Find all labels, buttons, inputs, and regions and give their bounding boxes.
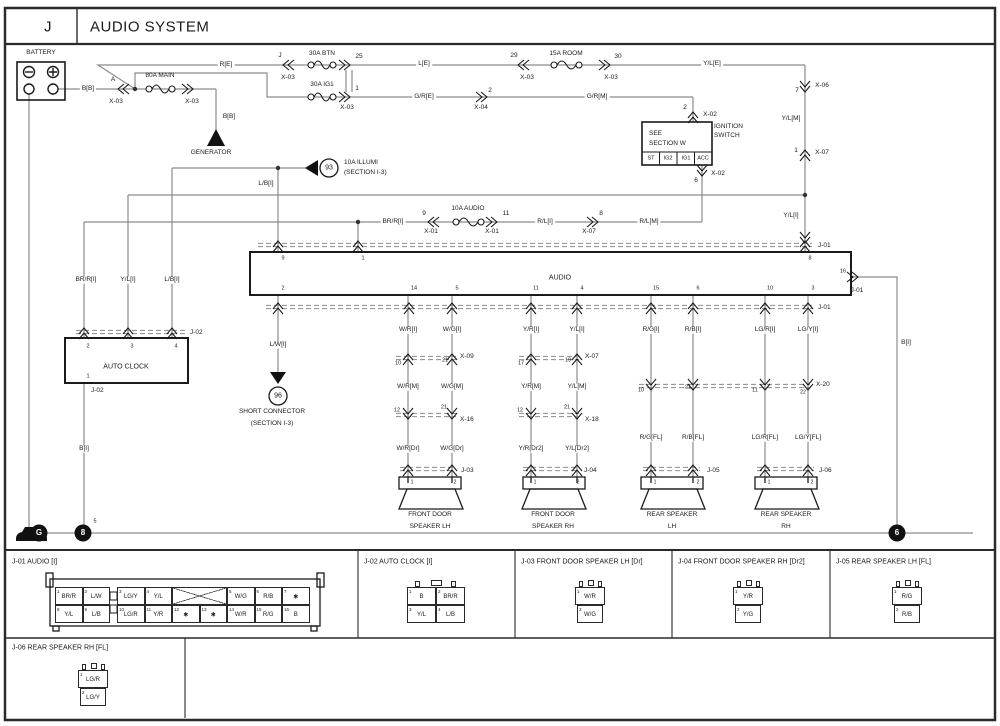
- connector-tab: [896, 581, 900, 587]
- label-21: 21: [563, 404, 571, 411]
- label-1: 1: [355, 84, 359, 92]
- label-96: 96: [274, 392, 282, 400]
- j01-pin-cell: [83, 605, 111, 623]
- label-x-04: X-04: [474, 103, 488, 111]
- pin-number: 1: [735, 588, 738, 594]
- connector-tab: [756, 581, 760, 587]
- connector-tab: [737, 581, 741, 587]
- label-x-16: X-16: [460, 415, 474, 423]
- label-b-i: B[I]: [901, 338, 911, 346]
- pin-number: 2: [84, 588, 88, 594]
- label-11: 11: [533, 285, 539, 292]
- label-see: SEE: [649, 129, 663, 137]
- label-lg-r-i: LG/R[I]: [754, 325, 776, 333]
- label-21: 21: [441, 357, 449, 364]
- label-j-03: J-03: [461, 466, 474, 474]
- label-g-r-m: G/R[M]: [586, 92, 608, 100]
- wire-color: R/G: [262, 611, 274, 618]
- connector-tab: [905, 580, 911, 586]
- label-y-l-e: Y/L[E]: [703, 59, 721, 67]
- wire-color: W/R: [234, 611, 247, 618]
- label-5: 5: [93, 518, 97, 525]
- wire-color: BR/R: [61, 593, 76, 600]
- label-j-01: J-01: [850, 286, 864, 294]
- j-03-pin-cell: [577, 605, 603, 623]
- label-y-l-i: Y/L[I]: [120, 275, 136, 283]
- connector-tab: [451, 581, 456, 587]
- label-15a-room: 15A ROOM: [549, 49, 583, 57]
- label-7: 7: [795, 86, 799, 94]
- connector-tab: [588, 580, 594, 586]
- wire-color: ✱: [293, 594, 299, 601]
- label-y-l-m: Y/L[M]: [781, 114, 801, 122]
- label-l-w-i: L/W[I]: [269, 340, 287, 348]
- label-3: 3: [130, 343, 134, 350]
- wire-color: W/G: [234, 593, 247, 600]
- wire-color: Y/R: [742, 593, 753, 600]
- wire-color: W/R: [584, 593, 596, 600]
- label-lg-r-fl: LG/R[FL]: [751, 433, 779, 441]
- wire-color: Y/L: [416, 611, 426, 618]
- connector-tab: [91, 663, 97, 669]
- label-2: 2: [683, 103, 687, 111]
- pin-number: 6: [256, 588, 260, 594]
- label-generator: GENERATOR: [190, 148, 232, 156]
- label-1: 1: [767, 479, 771, 486]
- wire-color: ✱: [183, 612, 189, 619]
- label-j-06: J-06: [819, 466, 832, 474]
- j-06-pin-cell: [78, 670, 108, 688]
- pin-number: 7: [284, 588, 287, 594]
- j-04-pin-cell: [733, 587, 763, 605]
- pin-number: 1: [80, 671, 83, 677]
- pin-number: 8: [57, 606, 60, 612]
- wire-color: R/B: [263, 593, 274, 600]
- label-rear-speaker: REAR SPEAKER: [760, 510, 812, 518]
- label-x-02: X-02: [711, 169, 725, 177]
- wire-color: R/G: [901, 593, 913, 600]
- label-j-02: J-02: [190, 328, 203, 336]
- label-2: 2: [576, 479, 580, 486]
- label-2: 2: [696, 479, 700, 486]
- wire-color: B: [293, 611, 298, 618]
- label-front-door: FRONT DOOR: [531, 510, 575, 518]
- j-06-pin-cell: [80, 688, 106, 706]
- label-switch: SWITCH: [714, 131, 740, 139]
- wire-color: Y/G: [742, 611, 754, 618]
- label-st: ST: [647, 155, 655, 162]
- label-4: 4: [174, 343, 178, 350]
- label-auto-clock: AUTO CLOCK: [103, 363, 149, 371]
- label-8: 8: [599, 209, 603, 217]
- label-b-b: B[B]: [81, 84, 95, 92]
- page-title: AUDIO SYSTEM: [90, 18, 210, 36]
- wire-color: L/W: [90, 593, 102, 600]
- pin-number: 2: [438, 588, 441, 594]
- pin-number: 11: [146, 606, 152, 612]
- label-r-e: R[E]: [219, 60, 233, 68]
- label-2: 2: [86, 343, 90, 350]
- wire-color: L/B: [445, 611, 455, 618]
- label-1: 1: [410, 479, 414, 486]
- label-section-w: SECTION W: [649, 139, 686, 147]
- label-y-l-m: Y/L[M]: [567, 382, 587, 390]
- label-2: 2: [453, 479, 457, 486]
- wire-color: ✱: [210, 612, 216, 619]
- pin-number: 2: [737, 606, 740, 612]
- label-y-r-i: Y/R[I]: [522, 325, 540, 333]
- pin-number: 15: [256, 606, 262, 612]
- label-12: 12: [516, 407, 524, 414]
- wire-color: LG/Y: [123, 593, 138, 600]
- connector-tab: [746, 580, 752, 586]
- label-section-i-3: (SECTION I-3): [250, 419, 294, 427]
- label-w-r-m: W/R[M]: [397, 382, 419, 390]
- label-j-03-front-door-speaker-lh-dr: J-03 FRONT DOOR SPEAKER LH [Dr]: [521, 558, 643, 566]
- label-w-g-m: W/G[M]: [440, 382, 464, 390]
- wire-color: L/B: [91, 611, 101, 618]
- wire-color: R/B: [901, 611, 912, 618]
- pin-number: 1: [57, 588, 60, 594]
- label-y-l-dr2: Y/L[Dr2]: [565, 444, 589, 452]
- pin-number: 13: [201, 606, 207, 612]
- label-x-03: X-03: [109, 97, 123, 105]
- label-2: 2: [281, 285, 285, 292]
- wire-color: LG/Y: [86, 694, 100, 701]
- pin-number: 2: [82, 689, 85, 695]
- label-14: 14: [410, 285, 418, 292]
- label-x-03: X-03: [281, 73, 295, 81]
- wire-color: W/G: [584, 611, 596, 618]
- j01-pin-cell: [255, 587, 283, 605]
- label-10: 10: [766, 285, 774, 292]
- j-02-pin-cell: [407, 587, 436, 605]
- j-02-pin-cell: [436, 587, 465, 605]
- label-w-r-dr: W/R[Dr]: [396, 444, 420, 452]
- connector-tab: [431, 580, 442, 586]
- label-j: J: [278, 51, 282, 59]
- label-battery: BATTERY: [26, 48, 56, 56]
- connector-tab: [598, 581, 602, 587]
- label-r-b-fl: R/B[FL]: [681, 433, 705, 441]
- label-29: 29: [510, 51, 518, 59]
- pin-number: 2: [896, 606, 899, 612]
- wire-color: LG/R: [123, 611, 138, 618]
- label-l-e: L[E]: [418, 59, 430, 67]
- label-1: 1: [86, 373, 90, 380]
- label-11: 11: [752, 387, 758, 394]
- label-lg-y-fl: LG/Y[FL]: [794, 433, 822, 441]
- wire-color: LG/R: [85, 676, 100, 683]
- j-02-pin-cell: [436, 605, 465, 623]
- label-15: 15: [652, 285, 660, 292]
- j-04-pin-cell: [735, 605, 761, 623]
- label-j-01: J-01: [818, 241, 831, 249]
- label-a: A: [110, 75, 116, 83]
- label-80a-main: 80A MAIN: [145, 71, 175, 79]
- label-5: 5: [455, 285, 459, 292]
- label-1: 1: [361, 255, 365, 262]
- label-6: 6: [894, 528, 900, 537]
- label-1: 1: [533, 479, 537, 486]
- label-ig2: IG2: [663, 155, 673, 162]
- connector-tab: [101, 664, 105, 670]
- label-x-07: X-07: [585, 352, 599, 360]
- label-11: 11: [502, 209, 510, 217]
- label-rh: RH: [781, 522, 791, 530]
- label-rear-speaker: REAR SPEAKER: [646, 510, 698, 518]
- label-b-i: B[I]: [79, 444, 89, 452]
- label-10a-illumi: 10A ILLUMI: [344, 158, 378, 166]
- label-2: 2: [488, 86, 492, 94]
- label-short-connector: SHORT CONNECTOR: [238, 407, 306, 415]
- label-br-r-i: BR/R[I]: [75, 275, 97, 283]
- pin-number: 1: [577, 588, 580, 594]
- connector-tab: [415, 581, 420, 587]
- label-9: 9: [281, 255, 285, 262]
- label-lh: LH: [667, 522, 677, 530]
- connector-tab: [579, 581, 583, 587]
- label-g: G: [35, 528, 43, 537]
- label-w-g-dr: W/G[Dr]: [440, 444, 464, 452]
- label-ignition: IGNITION: [714, 122, 743, 130]
- j01-pin-cell: [55, 587, 83, 605]
- label-9: 9: [422, 209, 426, 217]
- j-05-pin-cell: [894, 605, 920, 623]
- label-8: 8: [808, 255, 812, 262]
- label-30a-btn: 30A BTN: [308, 49, 336, 57]
- pin-number: 3: [409, 606, 412, 612]
- label-30: 30: [614, 52, 622, 60]
- j01-pin-cell: [227, 605, 255, 623]
- label-3: 3: [811, 285, 815, 292]
- label-x-01: X-01: [485, 227, 499, 235]
- label-j-05-rear-speaker-lh-fl: J-05 REAR SPEAKER LH [FL]: [836, 558, 931, 566]
- pin-number: 4: [146, 588, 150, 594]
- label-r-g-i: R/G[I]: [642, 325, 660, 333]
- j01-pin-cell: [282, 605, 310, 623]
- label-x-03: X-03: [604, 73, 618, 81]
- label-x-09: X-09: [460, 352, 474, 360]
- label-x-03: X-03: [185, 97, 199, 105]
- label-j-04-front-door-speaker-rh-dr2: J-04 FRONT DOOR SPEAKER RH [Dr2]: [678, 558, 805, 566]
- label-6: 6: [694, 176, 698, 184]
- label-ig1: IG1: [681, 155, 691, 162]
- label-j-02-auto-clock-i: J-02 AUTO CLOCK [I]: [364, 558, 433, 566]
- label-r-l-m: R/L[M]: [639, 217, 659, 225]
- label-j-01-audio-i: J-01 AUDIO [I]: [12, 558, 58, 566]
- label-section-i-3: (SECTION I-3): [344, 168, 387, 176]
- j01-pin-cell: [83, 587, 111, 605]
- label-21: 21: [440, 404, 448, 411]
- label-j-02: J-02: [91, 386, 104, 394]
- label-x-18: X-18: [585, 415, 599, 423]
- label-w-r-i: W/R[I]: [398, 325, 418, 333]
- label-br-r-i: BR/R[I]: [382, 217, 404, 225]
- pin-number: 1: [894, 588, 897, 594]
- j-03-pin-cell: [575, 587, 605, 605]
- label-l-b-i: L/B[I]: [258, 179, 274, 187]
- label-acc: ACC: [697, 155, 709, 162]
- label-audio: AUDIO: [548, 274, 572, 282]
- connector-tab: [915, 581, 919, 587]
- pin-number: 16: [284, 606, 290, 612]
- label-l-b-i: L/B[I]: [164, 275, 180, 283]
- j-05-pin-cell: [892, 587, 922, 605]
- label-x-02: X-02: [703, 110, 717, 118]
- j01-pin-cell: [117, 605, 145, 623]
- label-6: 6: [696, 285, 700, 292]
- label-x-01: X-01: [424, 227, 438, 235]
- label-2: 2: [810, 479, 814, 486]
- label-10a-audio: 10A AUDIO: [451, 204, 485, 212]
- label-r-g-fl: R/G[FL]: [639, 433, 663, 441]
- j01-pin-cell: [227, 587, 255, 605]
- wire-color: Y/R: [153, 611, 164, 618]
- pin-number: 12: [174, 606, 180, 612]
- label-x-07: X-07: [815, 148, 829, 156]
- j01-blocked-cell: [172, 587, 227, 605]
- label-8: 8: [80, 528, 86, 537]
- label-10: 10: [394, 360, 402, 367]
- label-r-b-i: R/B[I]: [684, 325, 702, 333]
- pin-number: 4: [438, 606, 441, 612]
- label-1: 1: [653, 479, 657, 486]
- j01-pin-cell: [55, 605, 83, 623]
- pin-number: 10: [119, 606, 125, 612]
- label-y-r-dr2: Y/R[Dr2]: [518, 444, 544, 452]
- j01-pin-cell: [117, 587, 145, 605]
- label-speaker-rh: SPEAKER RH: [532, 522, 574, 530]
- label-10: 10: [637, 387, 645, 394]
- label-93: 93: [325, 164, 333, 172]
- label-17: 17: [517, 360, 525, 367]
- wire-color: Y/L: [64, 611, 74, 618]
- pin-number: 9: [84, 606, 88, 612]
- label-g-r-e: G/R[E]: [414, 92, 434, 100]
- label-22: 22: [799, 389, 807, 396]
- label-4: 4: [580, 285, 584, 292]
- label-j-05: J-05: [707, 466, 720, 474]
- label-16: 16: [839, 268, 847, 275]
- j01-pin-cell: [172, 605, 200, 623]
- j01-pin-cell: [145, 605, 173, 623]
- label-j-04: J-04: [584, 466, 597, 474]
- j01-pin-cell: [282, 587, 310, 605]
- pin-number: 2: [579, 606, 582, 612]
- label-front-door: FRONT DOOR: [408, 510, 452, 518]
- label-19: 19: [564, 357, 572, 364]
- wire-color: B: [419, 593, 424, 600]
- label-x-03: X-03: [520, 73, 534, 81]
- label-x-20: X-20: [816, 380, 830, 388]
- label-r-l-i: R/L[I]: [537, 217, 553, 225]
- pin-number: 5: [229, 588, 232, 594]
- label-speaker-lh: SPEAKER LH: [409, 522, 451, 530]
- label-21: 21: [684, 384, 692, 391]
- label-x-07: X-07: [582, 227, 596, 235]
- pin-number: 1: [409, 588, 412, 594]
- label-x-03: X-03: [340, 103, 354, 111]
- j01-pin-cell: [200, 605, 228, 623]
- section-code: J: [44, 18, 52, 36]
- label-b-b: B[B]: [222, 112, 236, 120]
- wire-color: BR/R: [443, 593, 458, 600]
- label-1: 1: [794, 146, 798, 154]
- label-w-g-i: W/G[I]: [442, 325, 462, 333]
- label-lg-y-i: LG/Y[I]: [797, 325, 819, 333]
- j-02-pin-cell: [407, 605, 436, 623]
- label-j-01: J-01: [818, 303, 831, 311]
- label-y-r-m: Y/R[M]: [521, 382, 541, 390]
- label-y-l-i: Y/L[I]: [569, 325, 585, 333]
- j01-pin-cell: [255, 605, 283, 623]
- pin-number: 14: [229, 606, 235, 612]
- label-30a-ig1: 30A IG1: [310, 80, 334, 88]
- label-12: 12: [393, 407, 401, 414]
- connector-tab: [82, 664, 86, 670]
- label-x-06: X-06: [815, 81, 829, 89]
- label-y-l-i: Y/L[I]: [783, 211, 799, 219]
- pin-number: 3: [119, 588, 122, 594]
- label-j-06-rear-speaker-rh-fl: J-06 REAR SPEAKER RH [FL]: [12, 644, 109, 652]
- label-25: 25: [355, 52, 363, 60]
- j01-pin-cell: [145, 587, 173, 605]
- wire-color: Y/L: [153, 593, 163, 600]
